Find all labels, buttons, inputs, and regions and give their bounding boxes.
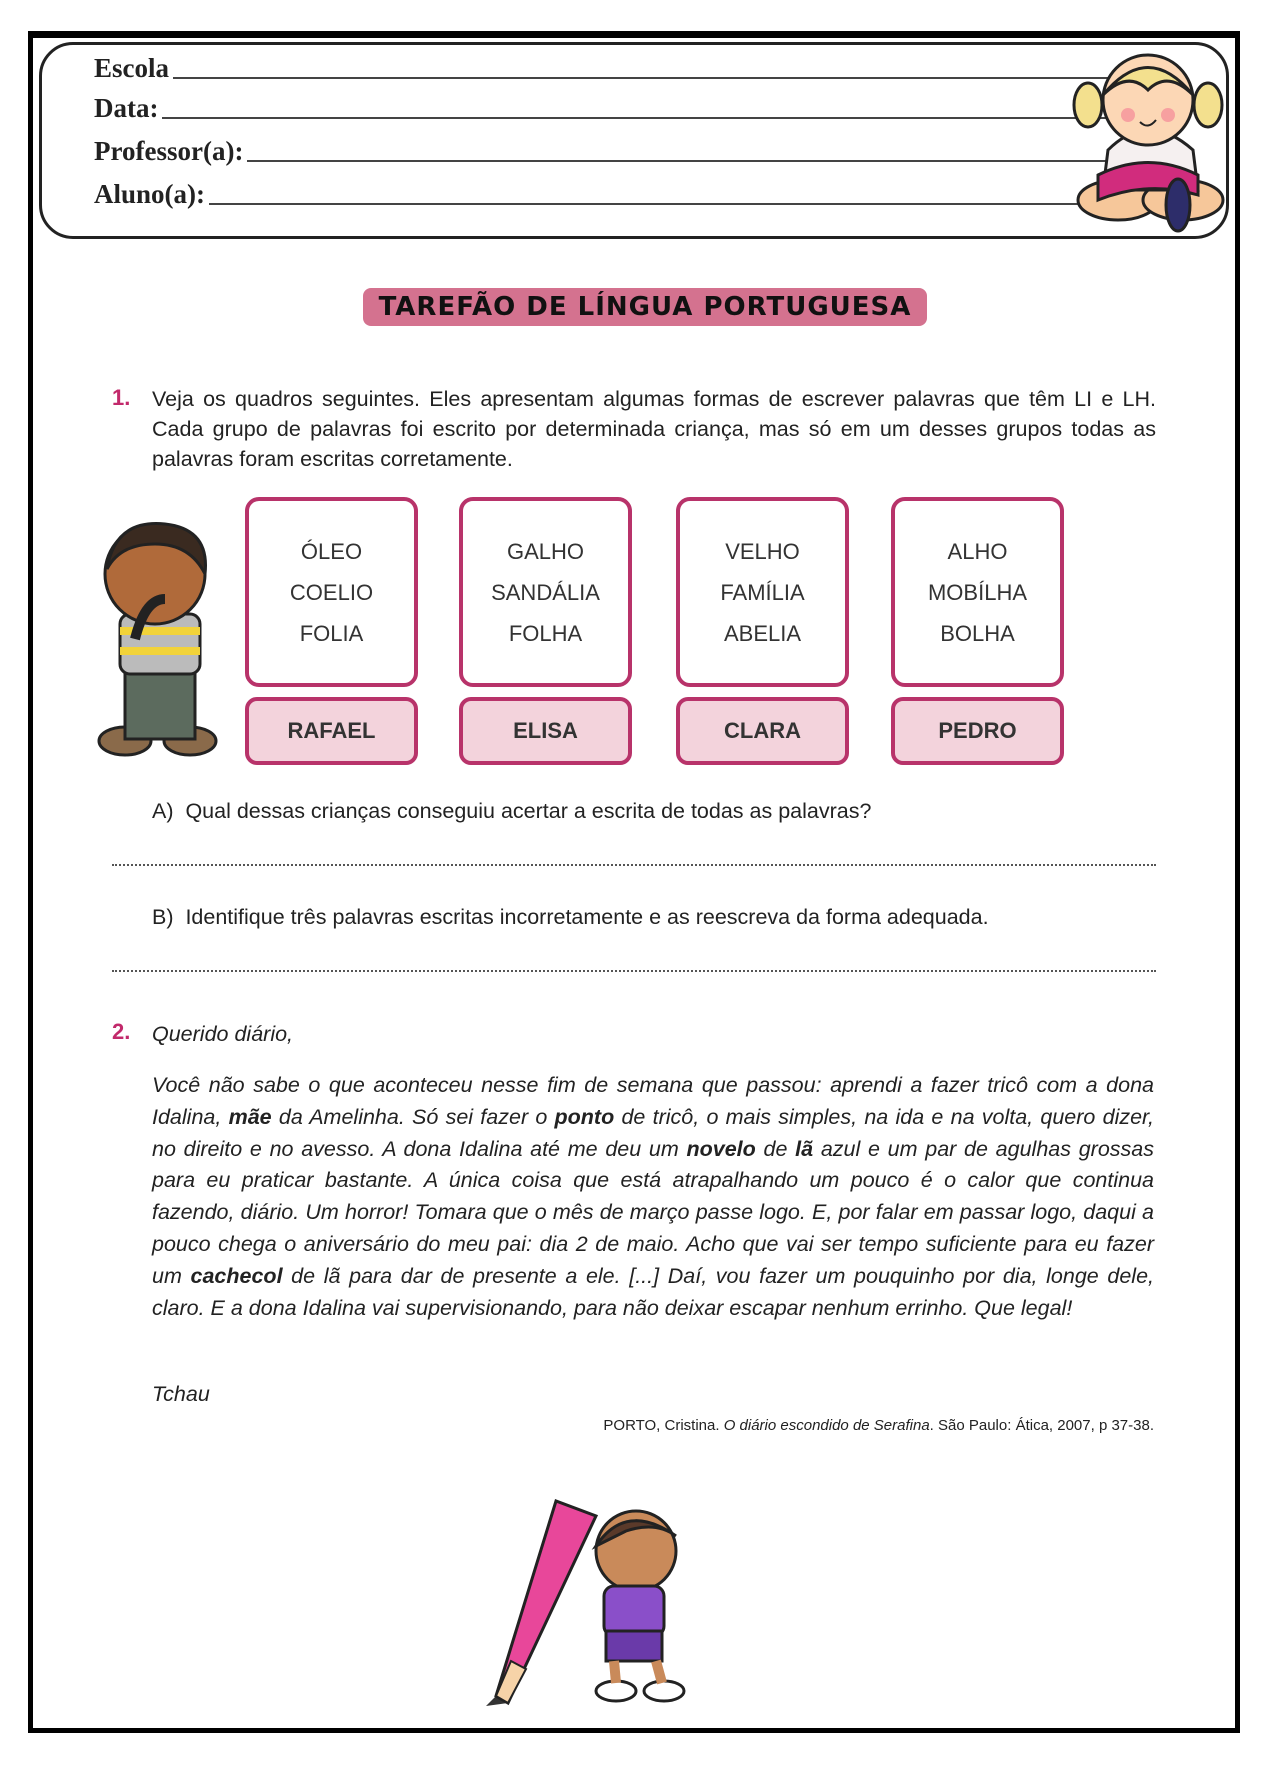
page-border [28,31,1240,1733]
word-box-pedro [891,497,1064,687]
school-label: Escola [94,53,170,83]
diary-closing: Tchau [152,1382,210,1406]
girl-with-pencil-illustration [486,1491,732,1709]
question-1a: A) Qual dessas crianças conseguiu acertar a escrita de todas as palavras? [152,799,872,823]
question-2-number: 2. [112,1019,131,1044]
worksheet-title: TAREFÃO DE LÍNGUA PORTUGUESA [363,288,927,326]
word: COELIO [289,580,374,605]
question-1b: B) Identifique três palavras escritas incorretamente e as reescreva da forma adequada. [152,905,989,929]
word: SANDÁLIA [491,580,600,605]
date-field[interactable] [94,93,1134,124]
question-1-number: 1. [112,385,131,410]
word: FAMÍLIA [720,580,805,605]
student-field[interactable] [94,179,1134,210]
word-box-rafael [245,497,418,687]
word: FOLIA [299,621,364,646]
word: ALHO [947,539,1008,564]
word: FOLHA [508,621,583,646]
diary-paragraph: Você não sabe o que aconteceu nesse fim de semana que passou: aprendi a fazer tricô com a dona Idalina, mãe da Amelinha. Só sei fazer o ponto de tricô, o mais simples, na ida e na volta, quero dizer, no direito e no avesso. A dona Idalina até me deu um novelo de lã azul e um par de agulhas grossas para eu praticar bastante. A única coisa que está atrapalhando um pouco é o calor que continua fazendo, diário. Um horror! Tomara que o mês de março passe logo. E, por falar em passar logo, daqui a pouco chega o aniversário do meu pai: dia 2 de maio. Acho que vai ser tempo suficiente para eu fazer um cachecol de lã para dar de presente a ele. [...] Daí, vou fazer um pouquinho por dia, longe dele, claro. E a dona Idalina vai supervisionando, para não deixar escapar nenhum errinho. Que legal! [152,1073,1155,1320]
word: VELHO [725,539,800,564]
teacher-label: Professor(a): [94,136,244,166]
word: BOLHA [940,621,1015,646]
question-1-text: Veja os quadros seguintes. Eles apresentam algumas formas de escrever palavras que têm LI e LH. Cada grupo de palavras foi escrito por determinada criança, mas só em um desses grupos todas as palavras foram escritas corretamente. [152,387,1156,471]
word-box-clara [676,497,849,687]
word: GALHO [506,539,585,564]
student-label: Aluno(a): [94,179,206,209]
thinking-boy-illustration [95,519,225,761]
school-field[interactable] [94,53,1134,84]
name-box-clara: CLARA [676,697,849,765]
date-label: Data: [94,93,159,123]
teacher-field[interactable] [94,136,1134,167]
word: ÓLEO [300,539,363,564]
name-box-elisa: ELISA [459,697,632,765]
answer-line-a[interactable] [112,864,1156,866]
diary-greeting: Querido diário, [152,1022,294,1046]
word: MOBÍLHA [927,580,1028,605]
word: ABELIA [723,621,802,646]
word-box-elisa [459,497,632,687]
name-box-pedro: PEDRO [891,697,1064,765]
girl-sitting-illustration [1058,50,1230,236]
citation: PORTO, Cristina. O diário escondido de Serafina. São Paulo: Ática, 2007, p 37-38. [603,1417,1154,1434]
header-box [39,42,1229,239]
answer-line-b[interactable] [112,970,1156,972]
name-box-rafael: RAFAEL [245,697,418,765]
